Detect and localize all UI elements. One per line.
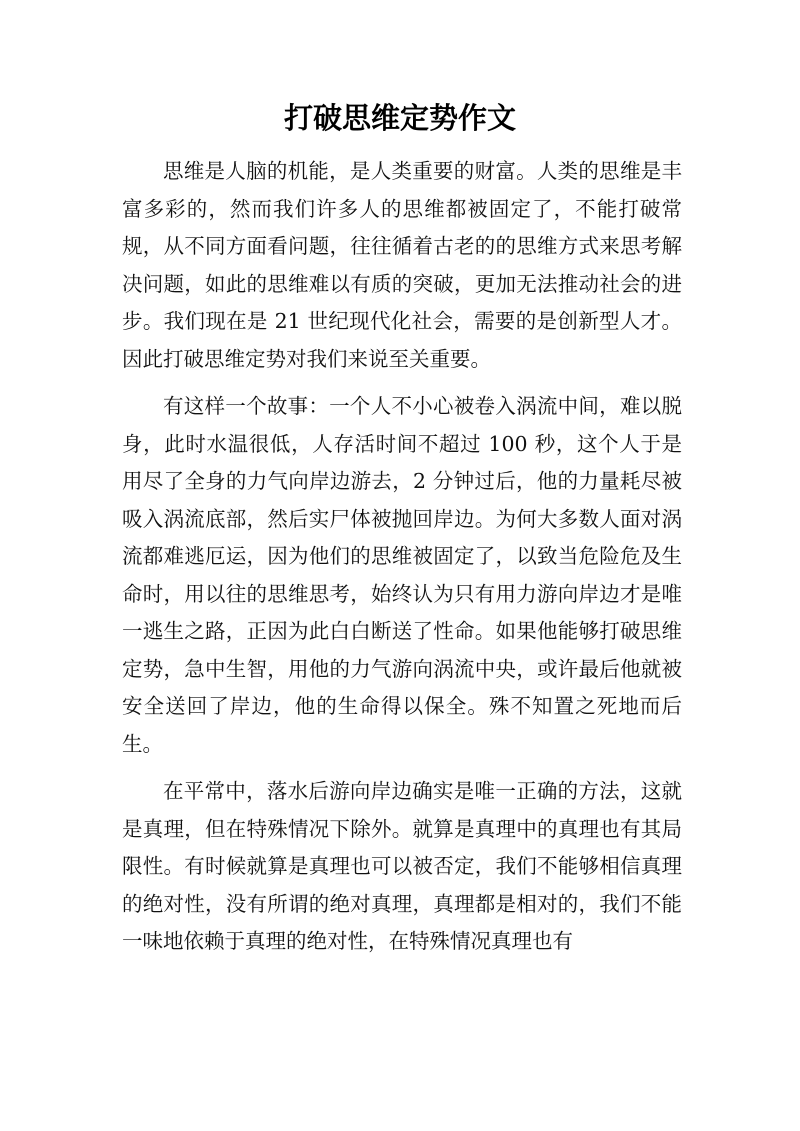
document-title: 打破思维定势作文 [283,101,516,135]
paragraph-1: 思维是人脑的机能，是人类重要的财富。人类的思维是丰富多彩的，然而我们许多人的思维都被固定了，不能打破常规，从不同方面看问题，往往循着古老的的思维方式来思考解决问题，如此的思维难以有质的突破，更加无法推动社会的进步。我们现在是 21 世纪现代化社会，需要的是创新型人才。因此打破思维定势对我们来说至关重要。 [122,159,682,371]
document-body [122,153,682,971]
paragraph-3: 在平常中，落水后游向岸边确实是唯一正确的方法，这就是真理，但在特殊情况下除外。就算是真理中的真理也有其局限性。有时候就算是真理也可以被否定，我们不能够相信真理的绝对性，没有所谓的绝对真理，真理都是相对的，我们不能一味地依赖于真理的绝对性，在特殊情况真理也有 [122,779,682,953]
paragraph-2: 有这样一个故事：一个人不小心被卷入涡流中间，难以脱身，此时水温很低，人存活时间不超过 100 秒，这个人于是用尽了全身的力气向岸边游去，2 分钟过后，他的力量耗尽被吸入涡流底部，然后实尸体被抛回岸边。为何大多数人面对涡流都难逃厄运，因为他们的思维被固定了，以致当危险危及生命时，用以往的思维思考，始终认为只有用力游向岸边才是唯一逃生之路，正因为此白白断送了性命。如果他能够打破思维定势，急中生智，用他的力气游向涡流中央，或许最后他就被安全送回了岸边，他的生命得以保全。殊不知置之死地而后生。 [122,394,682,756]
